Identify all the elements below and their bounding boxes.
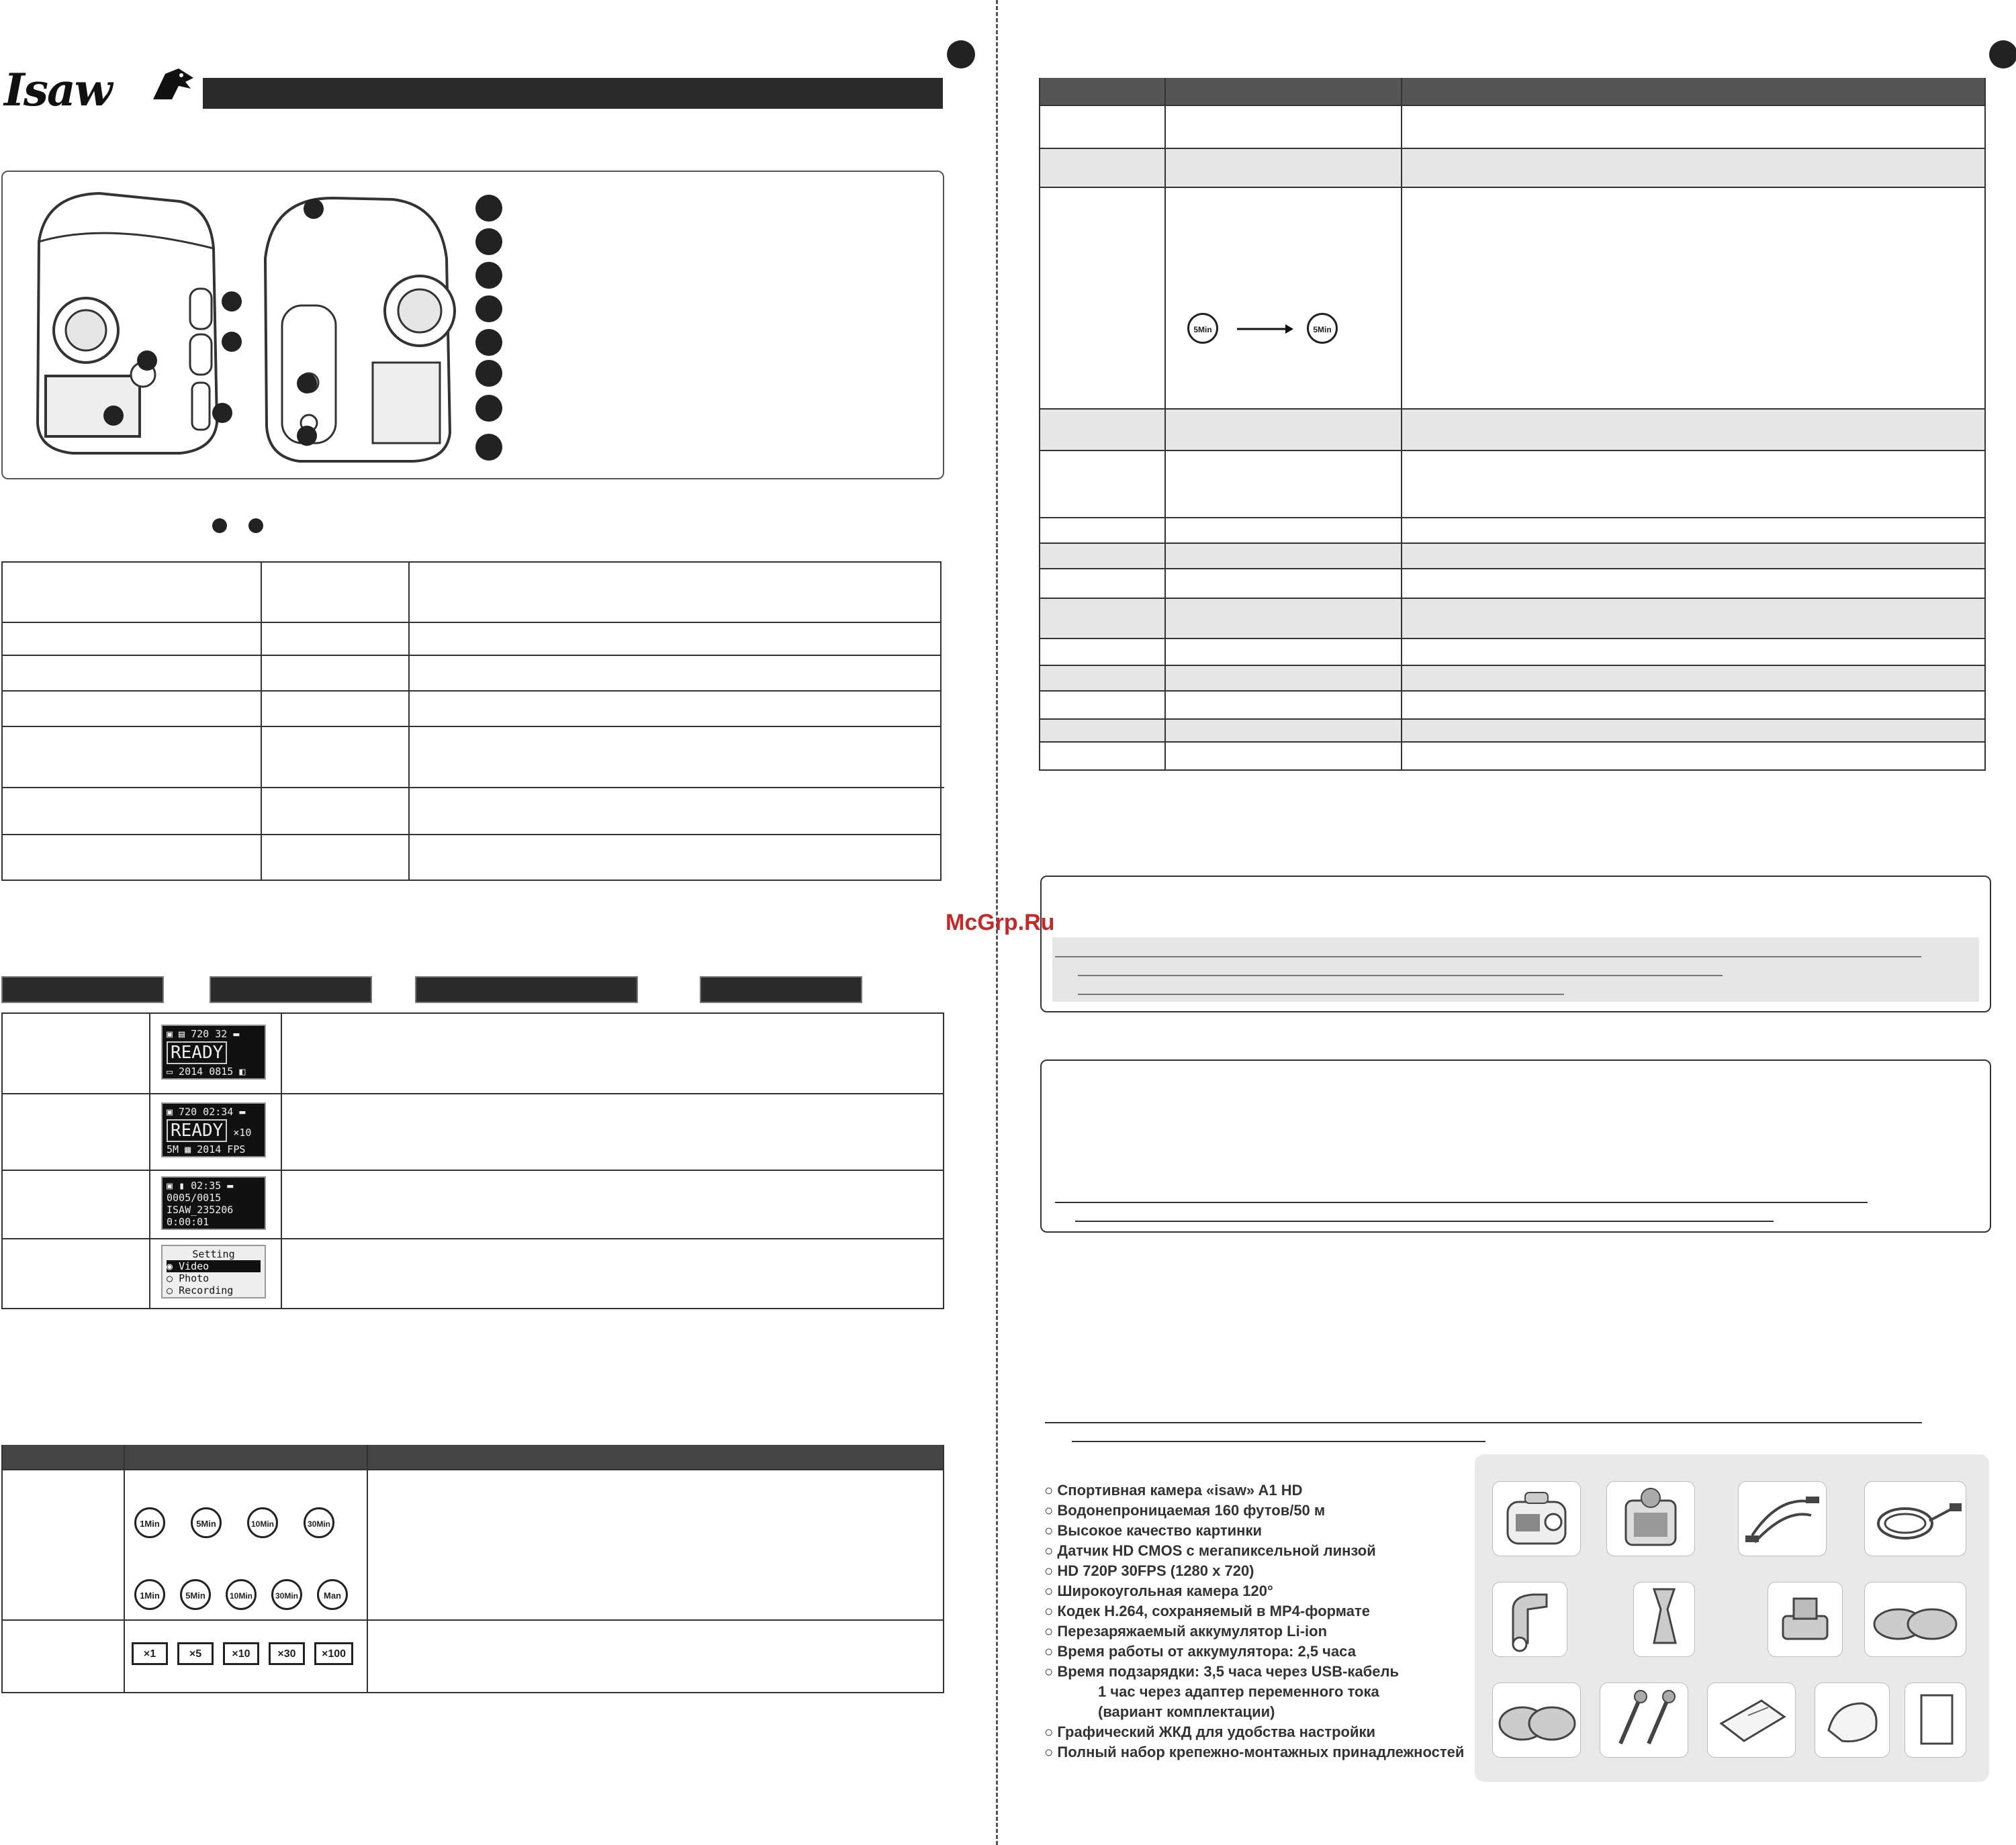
inline-badge	[212, 518, 227, 533]
legend-badge-3	[475, 262, 502, 289]
playback-mode-screen: ▣ ▮ 02:35 ▬ 0005/0015 ISAW_235206 0:00:01	[161, 1176, 266, 1230]
burst-count-icon: ×1	[132, 1642, 168, 1665]
timer-icon: 5Min	[1307, 313, 1338, 344]
timer-icon: 5Min	[1187, 313, 1218, 344]
legend-badge-1	[475, 195, 502, 222]
mode-tab-4[interactable]	[700, 976, 862, 1003]
camera-front-illustration	[26, 181, 227, 463]
legend-badge-4	[475, 295, 502, 322]
accessory-curved-mounts	[1492, 1683, 1581, 1758]
features-list: ○ Спортивная камера «isaw» A1 HD ○ Водонепроницаемая 160 футов/50 м ○ Высокое качество картинки ○ Датчик HD CMOS с мегапиксельной линзой ○ HD 720P 30FPS (1280 x 720) ○ Широкоугольная камера 120° ○ Кодек H.264, сохраняемый в MP4-формате ○ Перезаряжаемый аккумулятор Li-ion ○ Время работы от аккумулятора: 2,5 часа ○ Время подзарядки: 3,5 часа через USB-кабель 1 час через адаптер переменного тока (вариант комплектации) ○ Графический ЖКД для удобства настройки ○ Полный набор крепежно-монтажных принадлежностей	[1044, 1482, 1465, 1760]
accessory-buckle-mount	[1768, 1582, 1843, 1657]
burst-count-icon: ×10	[223, 1642, 259, 1665]
settings-item[interactable]: ○ Photo	[167, 1272, 210, 1284]
arrow-right-icon	[1237, 322, 1293, 336]
note-box-2	[1040, 1059, 1991, 1233]
note-box-1	[1040, 876, 1991, 1012]
accessory-manual	[1905, 1683, 1966, 1758]
settings-item[interactable]: ○ Recording	[167, 1284, 234, 1296]
callout-dot	[304, 199, 324, 219]
legend-badge-5	[475, 329, 502, 356]
legend-badge-7	[475, 395, 502, 422]
features-underline	[1072, 1441, 1485, 1442]
settings-mode-screen	[161, 1245, 266, 1298]
callout-dot	[212, 403, 232, 423]
watermark-text: McGrp.Ru	[946, 910, 1055, 935]
accessory-usb-cable	[1864, 1481, 1966, 1556]
settings-title: Setting	[192, 1248, 235, 1260]
accessory-handlebar-mount	[1492, 1582, 1567, 1657]
accessories-panel	[1475, 1454, 1989, 1782]
accessory-waterproof-case	[1606, 1481, 1695, 1556]
callout-dot	[137, 350, 157, 371]
callout-dot	[222, 291, 242, 312]
interval-timer-icon: Man	[317, 1579, 348, 1610]
interval-timer-icon: 5Min	[191, 1507, 222, 1538]
interval-timer-icon: 10Min	[226, 1579, 257, 1610]
accessory-battery	[1707, 1683, 1796, 1758]
logo-eagle-icon	[152, 66, 195, 105]
mode-tab-2[interactable]	[210, 976, 372, 1003]
header-bar	[203, 78, 943, 109]
interval-timer-icon: 30Min	[304, 1507, 334, 1538]
photo-mode-screen: ▣ 720 02:34 ▬ READY ×10 5M ▦ 2014 FPS	[161, 1102, 266, 1157]
legend-badge-2	[475, 228, 502, 255]
callout-dot	[103, 406, 124, 426]
interval-timer-icon: 1Min	[134, 1507, 165, 1538]
accessory-av-cable	[1738, 1481, 1827, 1556]
inline-badge	[248, 518, 263, 533]
accessory-adhesive-pad	[1815, 1683, 1890, 1758]
legend-badge-6	[475, 360, 502, 387]
settings-item[interactable]: ◉ Video	[167, 1260, 261, 1272]
interval-timer-icon: 1Min	[134, 1579, 165, 1610]
interval-timer-icon: 10Min	[247, 1507, 278, 1538]
callout-dot	[297, 426, 317, 446]
brand-logo: Isaw	[4, 64, 111, 116]
interval-timer-icon: 5Min	[180, 1579, 211, 1610]
video-mode-screen: ▣ ▤ 720 32 ▬ READY ▭ 2014 0815 ◧	[161, 1025, 266, 1080]
mode-tab-3[interactable]	[415, 976, 638, 1003]
accessory-clip-mount	[1633, 1582, 1695, 1657]
burst-count-icon: ×5	[177, 1642, 214, 1665]
callout-dot	[297, 373, 317, 393]
page-number-badge	[1989, 40, 2016, 68]
burst-count-icon: ×30	[269, 1642, 305, 1665]
accessory-camera	[1492, 1481, 1581, 1556]
features-underline	[1045, 1422, 1922, 1423]
accessory-flat-mounts	[1864, 1582, 1966, 1657]
callout-dot	[222, 332, 242, 352]
interval-timer-icon: 30Min	[271, 1579, 302, 1610]
page-number-badge	[947, 40, 975, 68]
mode-tab-1[interactable]	[1, 976, 164, 1003]
camera-side-illustration	[259, 185, 460, 467]
burst-count-icon: ×100	[314, 1642, 353, 1665]
accessory-screws	[1600, 1683, 1688, 1758]
legend-badge-8	[475, 434, 502, 461]
